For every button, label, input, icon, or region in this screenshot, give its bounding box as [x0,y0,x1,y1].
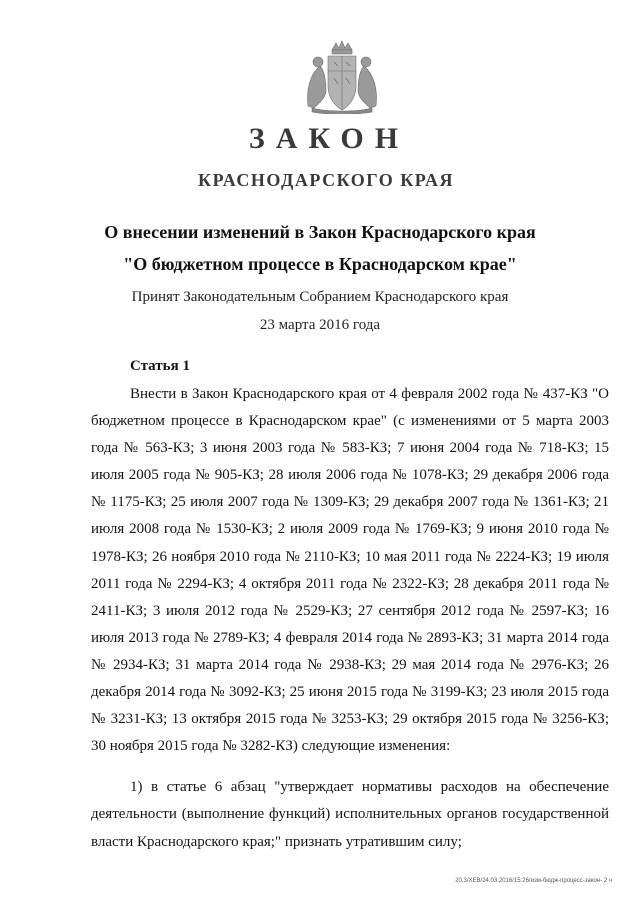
region-heading: КРАСНОДАРСКОГО КРАЯ [198,170,454,190]
article-intro-paragraph: Внести в Закон Краснодарского края от 4 февраля 2002 года № 437-КЗ "О бюджетном процессе в Краснодарском крае" (с изменениями от 5 марта 2003 года № 563-КЗ; 3 июня 2003 года № 583-КЗ; 7 июня 2004 года № 718-КЗ; 15 июля 2005 года № 905-КЗ; 28 июля 2006 года № 1078-КЗ; 29 декабря 2006 года № 1175-КЗ; 25 июля 2007 года № 1309-КЗ; 29 декабря 2007 года № 1361-КЗ; 21 июля 2008 года № 1530-КЗ; 2 июля 2009 года № 1769-КЗ; 9 июня 2010 года № 1978-КЗ; 26 ноября 2010 года № 2110-КЗ; 10 мая 2011 года № 2224-КЗ; 19 июля 2011 года № 2294-КЗ; 4 октября 2011 года № 2322-КЗ; 28 декабря 2011 года № 2411-КЗ; 3 июля 2012 года № 2529-КЗ; 27 сентября 2012 года № 2597-КЗ; 16 июля 2013 года № 2789-КЗ; 4 февраля 2014 года № 2893-КЗ; 31 марта 2014 года № 2934-КЗ; 31 марта 2014 года № 2938-КЗ; 29 мая 2014 года № 2976-КЗ; 26 декабря 2014 года № 3092-КЗ; 25 июня 2015 года № 3199-КЗ; 23 июля 2015 года № 3231-КЗ; 13 октября 2015 года № 3253-КЗ; 29 октября 2015 года № 3256-КЗ; 30 ноября 2015 года № 3282-КЗ) следующие изменения: [91,386,609,755]
adoption-line-1: Принят Законодательным Собранием Краснодарского края [131,289,509,305]
document-title-line-1: О внесении изменений в Закон Краснодарского края [104,222,536,242]
footer-document-code: 20.3/ХЕВ/24.03.2016/15:26/изм-бюдж-процесс-закон- 2 ч [455,878,612,884]
article-heading: Статья 1 [130,358,190,374]
document-title-line-2: "О бюджетном процессе в Краснодарском крае" [123,254,517,274]
article-body [91,381,609,856]
article-item-1: 1) в статье 6 абзац "утверждает нормативы расходов на обеспечение деятельности (выполнение функций) исполнительных органов государственной власти Краснодарского края;" признать утратившим силу; [91,779,609,850]
coat-of-arms-emblem [302,40,382,114]
law-heading: ЗАКОН [248,122,410,155]
adoption-date: 23 марта 2016 года [259,317,381,333]
